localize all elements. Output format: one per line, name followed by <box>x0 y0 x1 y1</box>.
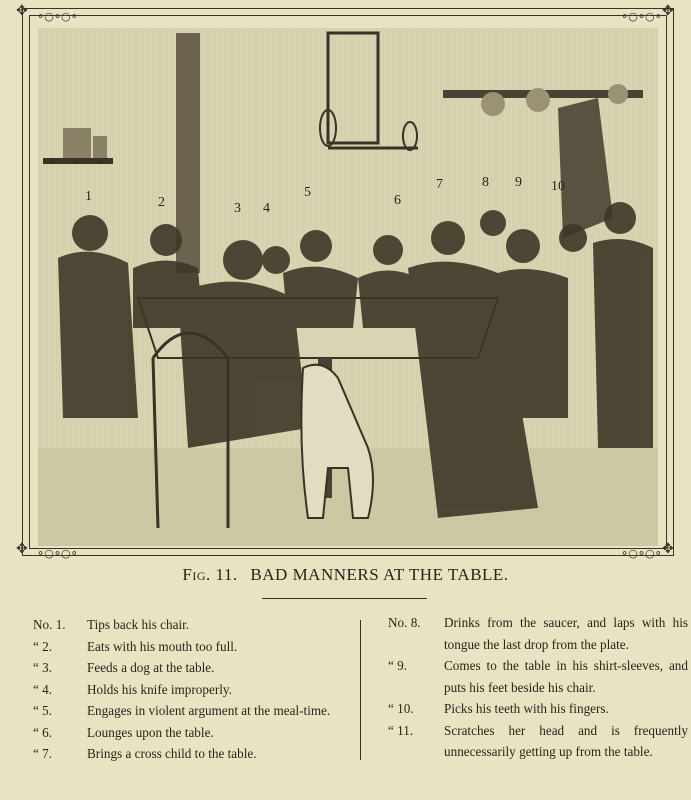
dinner-table-engraving <box>38 28 658 546</box>
legend-number: “ 2. <box>33 638 53 654</box>
legend-number: “ 7. <box>33 746 53 761</box>
legend-item <box>33 657 353 679</box>
legend-number: “ 11. <box>388 722 414 738</box>
corner-ornament-icon: ✥ <box>662 541 674 557</box>
marker-number: 9 <box>515 175 522 190</box>
marker-number: 5 <box>304 185 311 200</box>
figure-label: Fig. 11. <box>182 565 238 584</box>
marker-number: 3 <box>234 201 241 216</box>
legend-number: “ 6. <box>33 724 53 740</box>
legend-text: Scratches her head and is frequently unnecessarily getting up from the table. <box>444 722 688 759</box>
frame-ornament-top-right: ⚬○⚬○⚬ <box>620 10 662 23</box>
legend-number: No. 8. <box>388 615 421 630</box>
legend-text: Picks his teeth with his fingers. <box>444 701 609 716</box>
legend-item <box>388 655 688 698</box>
legend-number: “ 5. <box>33 703 53 718</box>
legend-item <box>33 679 353 701</box>
frame-ornament-bottom-right: ⚬○⚬○⚬ <box>620 547 662 560</box>
legend-number: “ 4. <box>33 681 53 697</box>
figure-title: BAD MANNERS AT THE TABLE. <box>250 565 509 584</box>
legend-item <box>33 722 353 744</box>
caption-divider <box>262 598 427 599</box>
legend-item <box>33 636 353 658</box>
legend-item <box>33 743 353 765</box>
corner-ornament-icon: ✥ <box>662 3 674 19</box>
legend-text: Engages in violent argument at the meal-time. <box>87 703 331 718</box>
legend-left-column <box>33 614 353 765</box>
frame-ornament-top: ⚬○⚬○⚬ <box>36 10 78 23</box>
marker-number: 4 <box>263 201 270 216</box>
legend-item <box>33 700 353 722</box>
legend-text: Feeds a dog at the table. <box>87 660 215 675</box>
legend-number: “ 3. <box>33 660 53 675</box>
legend-text: Lounges upon the table. <box>87 724 214 740</box>
legend-text: Comes to the table in his shirt-sleeves, and puts his feet beside his chair. <box>444 658 688 695</box>
legend-number: “ 10. <box>388 701 414 716</box>
figure-caption <box>0 565 691 585</box>
frame-ornament-bottom-left: ⚬○⚬○⚬ <box>36 547 78 560</box>
marker-number: 2 <box>158 195 165 210</box>
legend-text: Tips back his chair. <box>87 617 190 632</box>
marker-number: 7 <box>436 177 443 192</box>
column-divider <box>360 620 361 760</box>
legend-item <box>388 720 688 763</box>
legend-text: Drinks from the saucer, and laps with his tongue the last drop from the plate. <box>444 615 688 652</box>
corner-ornament-icon: ✥ <box>16 3 28 19</box>
legend-item <box>388 698 688 720</box>
legend-text: Eats with his mouth too full. <box>87 638 238 654</box>
legend-number: “ 9. <box>388 658 408 673</box>
marker-number: 8 <box>482 175 489 190</box>
legend-right-column <box>388 612 688 763</box>
legend-item <box>33 614 353 636</box>
marker-number: 1 <box>85 189 92 204</box>
legend-number: No. 1. <box>33 617 66 632</box>
legend-item <box>388 612 688 655</box>
engraving-scene <box>38 28 658 546</box>
legend-text: Holds his knife improperly. <box>87 681 232 697</box>
legend-text: Brings a cross child to the table. <box>87 746 257 761</box>
marker-number: 10 <box>551 179 565 194</box>
corner-ornament-icon: ✥ <box>16 541 28 557</box>
marker-number: 6 <box>394 193 401 208</box>
